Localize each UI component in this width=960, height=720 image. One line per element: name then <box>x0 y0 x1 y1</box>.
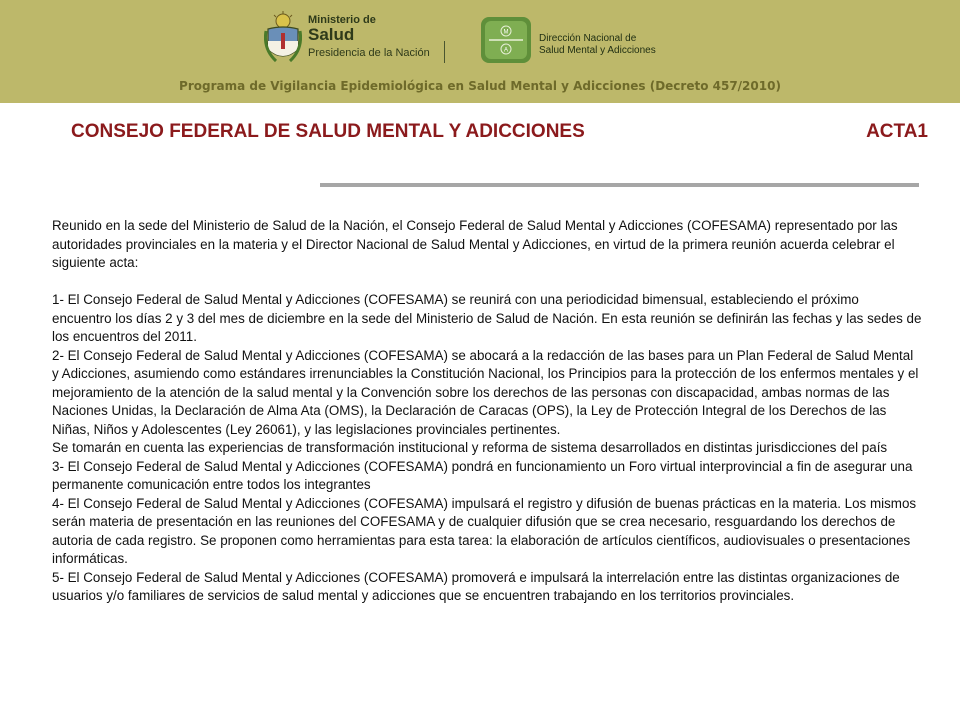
direccion-line2: Salud Mental y Adicciones <box>539 45 656 56</box>
mark-letter-top: M <box>503 29 509 36</box>
salud-mental-mark-icon <box>481 17 531 63</box>
mark-letter-bottom: A <box>503 47 509 54</box>
acta-body <box>52 217 922 606</box>
direccion-line1: Dirección Nacional de <box>539 33 637 44</box>
acta-item-2-note: Se tomarán en cuenta las experiencias de transformación institucional y reforma de sistema desarrollados en distintas jurisdicciones del país <box>52 440 888 455</box>
header-band <box>0 0 960 103</box>
acta-item-3: 3- El Consejo Federal de Salud Mental y Adicciones (COFESAMA) pondrá en funcionamiento un Foro virtual interprovincial a fin de asegurar una permanente comunicación entre todos los integrantes <box>52 458 913 492</box>
ministerio-logo <box>264 11 452 66</box>
ministerio-line1: Ministerio de <box>308 14 376 26</box>
acta-number: ACTA1 <box>866 121 928 142</box>
document-title: CONSEJO FEDERAL DE SALUD MENTAL Y ADICCIONES <box>71 121 585 142</box>
ministerio-line2: Salud <box>308 25 355 44</box>
acta-item-2: 2- El Consejo Federal de Salud Mental y Adicciones (COFESAMA) se abocará a la redacción de las bases para un Plan Federal de Salud Mental y Adicciones, asumiendo como estándares irrenunciables la Constitución Nacional, los Principios para la protección de los enfermos mentales y el mejoramiento de la atención de la salud mental y la Convención sobre los derechos de las personas con discapacidad, ambas normas de las Naciones Unidas, la Declaración de Alma Ata (OMS), la Declaración de Caracas (OPS), la Ley de Protección Integral de los Derechos de las Niñas, Niños y Adolescentes (Ley 26061), y las legislaciones provinciales pertinentes. <box>52 347 919 437</box>
acta-item-1: 1- El Consejo Federal de Salud Mental y Adicciones (COFESAMA) se reunirá con una periodicidad bimensual, estableciendo el próximo encuentro los días 2 y 3 del mes de diciembre en la sede del Ministerio de Salud de Nación. En esta reunión se definirán las fechas y las sedes de los encuentros del 2011. <box>52 292 922 344</box>
direccion-logo <box>481 17 681 65</box>
title-rule <box>320 183 919 187</box>
ministerio-separator <box>444 41 445 63</box>
coat-of-arms-icon <box>264 11 302 66</box>
paragraph-spacer <box>52 273 922 292</box>
acta-item-4: 4- El Consejo Federal de Salud Mental y Adicciones (COFESAMA) impulsará el registro y difusión de buenas prácticas en la materia. Los mismos serán materia de presentación en las reuniones del COFESAMA y de cualquier difusión que se crea necesario, resguardando los derechos de autoria de cada registro. Se proponen como herramientas para esta tarea: la elaboración de artículos científicos, audiovisuales o presentaciones informáticas. <box>52 495 917 566</box>
acta-item-5: 5- El Consejo Federal de Salud Mental y Adicciones (COFESAMA) promoverá e impulsará la interrelación entre las distintas organizaciones de usuarios y/o familiares de servicios de salud mental y adicciones que se encuentren trabajando en los territorios provinciales. <box>52 569 900 603</box>
acta-intro: Reunido en la sede del Ministerio de Salud de la Nación, el Consejo Federal de Salud Mental y Adicciones (COFESAMA) representado por las autoridades provinciales en la materia y el Director Nacional de Salud Mental y Adicciones, en virtud de la primera reunión acuerda celebrar el siguiente acta: <box>52 218 898 270</box>
ministerio-line3: Presidencia de la Nación <box>308 47 430 59</box>
program-title: Programa de Vigilancia Epidemiológica en Salud Mental y Adicciones (Decreto 457/2010) <box>179 79 781 93</box>
